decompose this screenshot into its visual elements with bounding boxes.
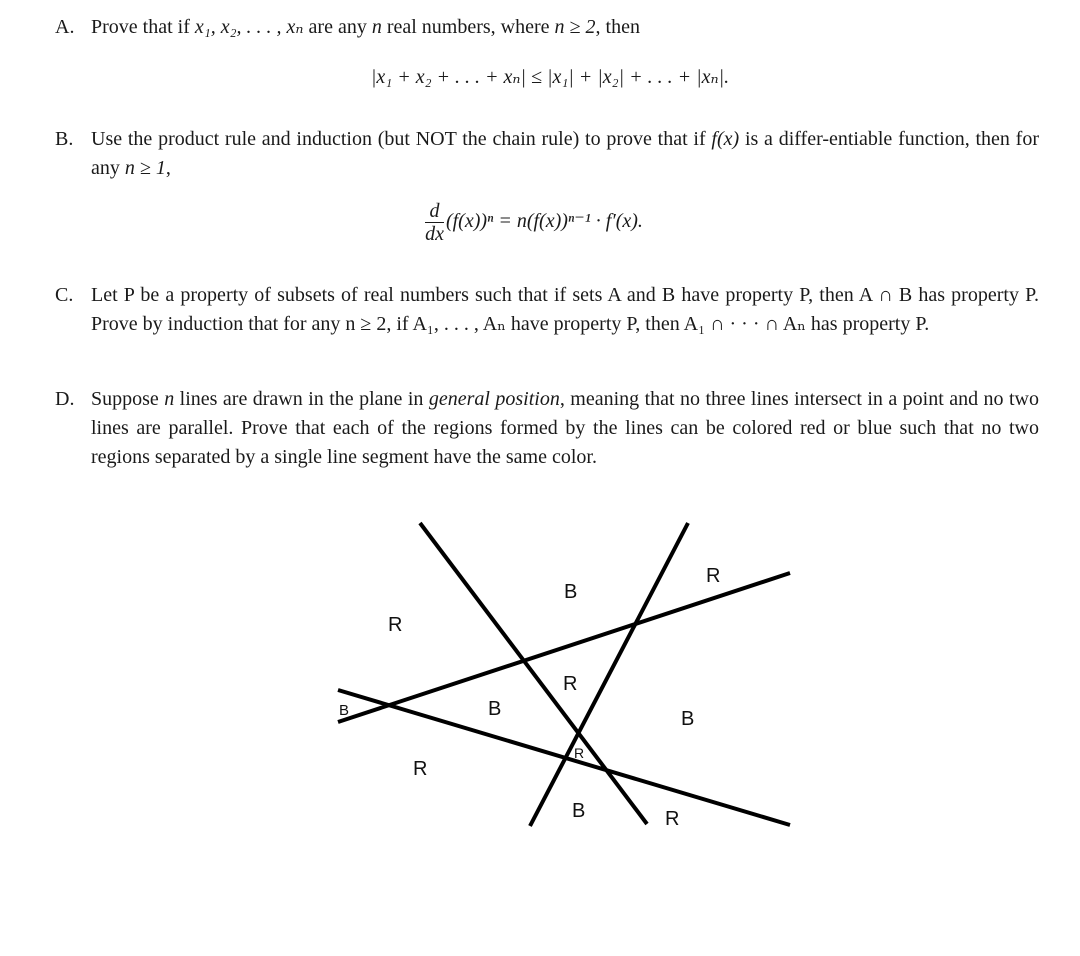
- region-label: R: [706, 565, 721, 587]
- line-1: [420, 523, 647, 824]
- problem-d-label: D.: [55, 388, 75, 410]
- problem-b-cond: n ≥ 1: [124, 157, 166, 179]
- problem-b-text-2: is a differ-entiable function, then for any: [91, 128, 1040, 179]
- region-label: R: [665, 808, 680, 830]
- problem-c-text: Let P be a property of subsets of real numbers such that if sets A and B have property P, then A ∩ B has property P. Prove by induction that for any n ≥ 2, if A₁, . . . , Aₙ have property P, then A₁ ∩ · · · ∩ Aₙ has property P.: [91, 284, 1039, 335]
- problem-d-n: n: [164, 388, 175, 410]
- problem-a-cond: n ≥ 2: [554, 16, 596, 38]
- region-label: B: [681, 708, 695, 730]
- problem-a-text-4: , then: [595, 16, 640, 38]
- region-label: R: [413, 758, 428, 780]
- line-2: [530, 523, 688, 826]
- problem-b-label: B.: [55, 128, 74, 150]
- line-4: [338, 690, 790, 825]
- problem-d-text-2: lines are drawn in the plane in: [174, 388, 429, 410]
- derivative-denominator: dx: [425, 223, 444, 245]
- derivative-rhs: (f(x))ⁿ = n(f(x))ⁿ⁻¹ · f′(x).: [445, 210, 643, 233]
- problem-d-text-1: Suppose: [91, 388, 165, 410]
- problem-a-seq: x₁, x₂, . . . , xₙ: [194, 16, 304, 38]
- region-label: R: [563, 673, 578, 695]
- problem-d-text-3: , meaning that no three lines intersect in a point and no two lines are parallel. Prove that each of the regions formed by the lines can be colored red or blue such that no two regions separated by a single line segment have the same color.: [91, 388, 1039, 468]
- region-label: B: [339, 702, 350, 719]
- region-label: B: [572, 800, 586, 822]
- problem-b-text-3: ,: [165, 157, 171, 179]
- region-label: R: [388, 614, 403, 636]
- region-label: R: [574, 745, 585, 761]
- region-label: B: [488, 698, 502, 720]
- problem-a-n: n: [371, 16, 382, 38]
- problem-b-fx: f(x): [711, 128, 740, 150]
- region-label: B: [564, 581, 578, 603]
- problem-a-text-1: Prove that if: [91, 16, 195, 38]
- problem-a-text-3: real numbers, where: [381, 16, 555, 38]
- derivative-numerator: d: [425, 200, 444, 223]
- problem-d-emphasis: general position: [428, 388, 560, 410]
- problem-a-text-2: are any: [303, 16, 372, 38]
- problem-b-text-1: Use the product rule and induction (but NOT the chain rule) to prove that if: [91, 128, 712, 150]
- problem-a-label: A.: [55, 16, 75, 38]
- problem-a-formula: |x₁ + x₂ + . . . + xₙ| ≤ |x₁| + |x₂| + . . . + |xₙ|.: [370, 66, 730, 88]
- problem-c-label: C.: [55, 284, 74, 306]
